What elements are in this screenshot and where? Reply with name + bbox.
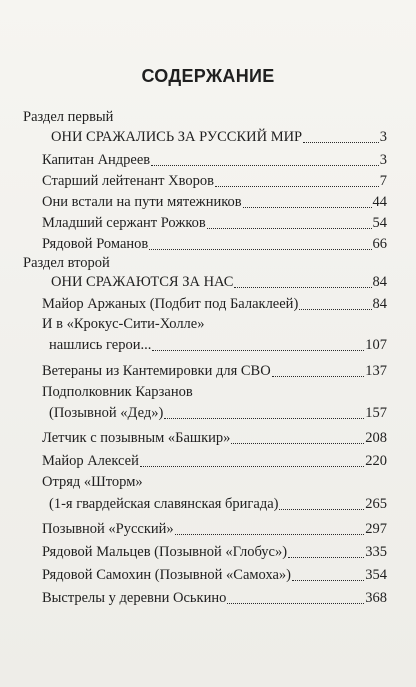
section-heading-1 [51,126,387,146]
page-title: СОДЕРЖАНИЕ [141,66,275,86]
toc-entry [49,334,387,354]
toc-entry [42,360,387,380]
toc-entry [42,191,387,211]
dot-leader [207,228,372,229]
toc-entry-page: 354 [365,567,387,583]
section-heading-2-page: 84 [372,274,387,290]
toc-entry-page: 265 [365,496,387,512]
toc-entry-page: 157 [365,405,387,421]
toc-entry [42,541,387,561]
toc-entry-title: Старший лейтенант Хворов [42,173,214,189]
toc-entry-title-line1: Подполковник Карзанов [42,384,193,400]
toc-entry-title: (Позывной «Дед») [49,405,164,421]
dot-leader [292,580,364,581]
toc-entry-page: 208 [365,430,387,446]
toc-entry-page: 137 [365,363,387,379]
toc-entry-title: Майор Алексей [42,453,139,469]
dot-leader [231,443,364,444]
toc-entry-title: нашлись герои... [49,337,152,353]
section-heading-2 [51,271,387,291]
toc-entry-page: 335 [365,544,387,560]
toc-entry [42,212,387,232]
toc-entry-title: Ветераны из Кантемировки для СВО [42,363,271,379]
dot-leader [299,309,371,310]
toc-entry-page: 84 [372,296,387,312]
dot-leader [234,287,371,288]
dot-leader [243,207,372,208]
section-label-1: Раздел первый [23,109,114,125]
toc-entry-title: Капитан Андреев [42,152,151,168]
toc-entry [49,493,387,513]
toc-entry-title: Младший сержант Рожков [42,215,206,231]
toc-entry-title: Рядовой Самохин (Позывной «Самоха») [42,567,292,583]
dot-leader [215,186,379,187]
toc-entry-page: 54 [372,215,387,231]
section-heading-1-text: ОНИ СРАЖАЛИСЬ ЗА РУССКИЙ МИР [51,129,303,145]
dot-leader [152,350,364,351]
toc-entry-page: 3 [379,152,387,168]
toc-entry-title: Летчик с позывным «Башкир» [42,430,231,446]
toc-entry-page: 220 [365,453,387,469]
dot-leader [279,509,364,510]
toc-entry [42,587,387,607]
dot-leader [272,376,365,377]
dot-leader [175,534,365,535]
dot-leader [227,603,364,604]
toc-entry [42,233,387,253]
section-label-2: Раздел второй [23,255,110,271]
toc-entry-title: Рядовой Мальцев (Позывной «Глобус») [42,544,288,560]
toc-entry-title: Рядовой Романов [42,236,149,252]
toc-entry [42,170,387,190]
section-heading-2-text: ОНИ СРАЖАЮТСЯ ЗА НАС [51,274,234,290]
toc-entry-title-line1: Отряд «Шторм» [42,474,143,490]
toc-entry-title-line1: И в «Крокус-Сити-Холле» [42,316,205,332]
toc-entry-title: Они встали на пути мятежников [42,194,242,210]
dot-leader [140,466,364,467]
toc-entry-page: 297 [365,521,387,537]
toc-entry [49,402,387,422]
toc-entry-page: 44 [372,194,387,210]
section-heading-1-page: 3 [379,129,387,145]
toc-entry [42,149,387,169]
toc-entry-title: Выстрелы у деревни Оськино [42,590,227,606]
dot-leader [151,165,379,166]
toc-entry [42,450,387,470]
toc-entry [42,293,387,313]
dot-leader [303,142,379,143]
toc-entry [42,564,387,584]
dot-leader [288,557,364,558]
toc-entry-page: 107 [365,337,387,353]
toc-entry-page: 368 [365,590,387,606]
toc-entry-title: Позывной «Русский» [42,521,174,537]
toc-entry-title: (1-я гвардейская славянская бригада) [49,496,279,512]
toc-entry [42,427,387,447]
dot-leader [164,418,364,419]
toc-entry-title: Майор Аржаных (Подбит под Балаклеей) [42,296,299,312]
toc-entry-page: 66 [372,236,387,252]
toc-entry-page: 7 [379,173,387,189]
toc-entry [42,518,387,538]
dot-leader [149,249,371,250]
